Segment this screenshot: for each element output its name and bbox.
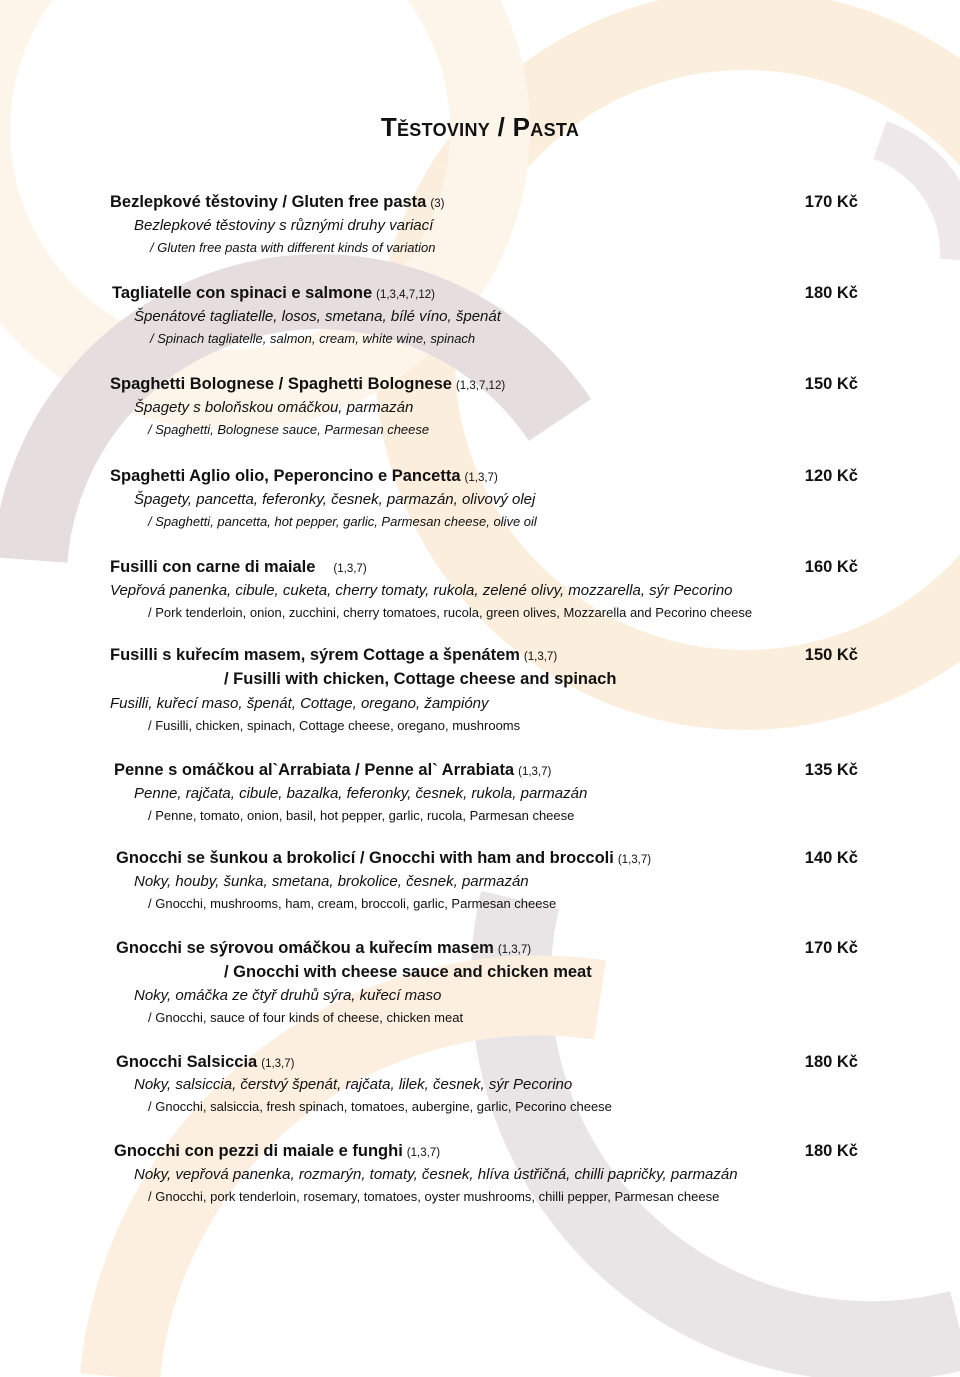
item-description-cz: Noky, omáčka ze čtyř druhů sýra, kuřecí maso [134, 987, 442, 1004]
item-description-cz: Bezlepkové těstoviny s různými druhy variací [134, 217, 434, 234]
allergen-codes: (1,3,7,12) [455, 380, 506, 392]
allergen-codes: (1,3,7) [261, 1058, 295, 1070]
item-price: 150 Kč [804, 375, 858, 393]
item-description-en: / Fusilli, chicken, spinach, Cottage cheese, oregano, mushrooms [148, 718, 521, 733]
allergen-codes: (1,3,4,7,12) [376, 289, 435, 301]
item-description-en: / Gnocchi, sauce of four kinds of cheese, chicken meat [148, 1010, 464, 1025]
allergen-codes: (1,3,7) [518, 766, 552, 778]
item-price: 140 Kč [804, 849, 858, 867]
item-description-en: / Spinach tagliatelle, salmon, cream, white wine, spinach [150, 331, 476, 346]
item-name: Penne s omáčkou al`Arrabiata / Penne al` Arrabiata [114, 761, 515, 779]
item-description-cz: Špagety, pancetta, feferonky, česnek, parmazán, olivový olej [134, 491, 536, 508]
allergen-codes: (1,3,7) [523, 651, 558, 663]
item-name-en: / Fusilli with chicken, Cottage cheese and spinach [224, 670, 617, 688]
item-description-cz: Fusilli, kuřecí maso, špenát, Cottage, oregano, žampióny [110, 695, 489, 712]
item-description-en: / Gnocchi, pork tenderloin, rosemary, tomatoes, oyster mushrooms, chilli pepper, Parmesan cheese [148, 1189, 720, 1204]
allergen-codes: (1,3,7) [497, 944, 532, 956]
item-description-en: / Spaghetti, pancetta, hot pepper, garlic, Parmesan cheese, olive oil [148, 514, 537, 529]
item-name: Spaghetti Bolognese / Spaghetti Bolognese [110, 375, 452, 393]
page-title: Těstoviny / Pasta [380, 112, 580, 142]
allergen-codes: (1,3,7) [617, 854, 652, 866]
item-price: 120 Kč [804, 467, 858, 485]
allergen-codes: (1,3,7) [406, 1147, 441, 1159]
allergen-codes: (3) [430, 198, 445, 210]
item-price: 170 Kč [804, 939, 858, 957]
item-name: Gnocchi Salsiccia [116, 1053, 258, 1071]
item-description-en: / Spaghetti, Bolognese sauce, Parmesan cheese [148, 422, 430, 437]
item-description-cz: Vepřová panenka, cibule, cuketa, cherry tomaty, rukola, zelené olivy, mozzarella, sýr Pecorino [110, 582, 733, 599]
item-price: 170 Kč [804, 193, 858, 211]
item-description-cz: Špagety s boloňskou omáčkou, parmazán [134, 399, 414, 416]
item-description-cz: Noky, salsiccia, čerstvý špenát, rajčata, lilek, česnek, sýr Pecorino [134, 1076, 573, 1093]
item-name: Fusilli s kuřecím masem, sýrem Cottage a špenátem [110, 646, 520, 664]
item-name: Tagliatelle con spinaci e salmone [112, 284, 373, 302]
item-price: 180 Kč [804, 284, 858, 302]
item-price: 135 Kč [804, 761, 858, 779]
item-description-cz: Špenátové tagliatelle, losos, smetana, bílé víno, špenát [134, 308, 501, 325]
item-name: Gnocchi con pezzi di maiale e funghi [114, 1142, 403, 1160]
item-name: Fusilli con carne di maiale [110, 558, 316, 576]
item-name: Gnocchi se sýrovou omáčkou a kuřecím masem [116, 939, 494, 957]
allergen-codes: (1,3,7) [333, 563, 367, 575]
item-price: 150 Kč [804, 646, 858, 664]
item-description-en: / Gnocchi, mushrooms, ham, cream, broccoli, garlic, Parmesan cheese [148, 896, 557, 911]
item-description-cz: Noky, vepřová panenka, rozmarýn, tomaty, česnek, hlíva ústřičná, chilli papričky, parmazán [134, 1166, 738, 1183]
item-name: Bezlepkové těstoviny / Gluten free pasta [110, 193, 427, 211]
item-name-en: / Gnocchi with cheese sauce and chicken meat [224, 963, 592, 981]
item-name: Spaghetti Aglio olio, Peperoncino e Pancetta [110, 467, 461, 485]
item-description-en: / Gnocchi, salsiccia, fresh spinach, tomatoes, aubergine, garlic, Pecorino cheese [148, 1099, 612, 1114]
allergen-codes: (1,3,7) [464, 472, 498, 484]
item-description-cz: Penne, rajčata, cibule, bazalka, feferonky, česnek, rukola, parmazán [134, 785, 588, 802]
item-price: 160 Kč [804, 558, 858, 576]
item-price: 180 Kč [804, 1142, 858, 1160]
item-description-en: / Penne, tomato, onion, basil, hot pepper, garlic, rucola, Parmesan cheese [148, 808, 575, 823]
item-name: Gnocchi se šunkou a brokolicí / Gnocchi with ham and broccoli [116, 849, 614, 867]
item-description-cz: Noky, houby, šunka, smetana, brokolice, česnek, parmazán [134, 873, 529, 890]
item-description-en: / Pork tenderloin, onion, zucchini, cherry tomatoes, rucola, green olives, Mozzarella and Pecorino cheese [148, 605, 753, 620]
item-price: 180 Kč [804, 1053, 858, 1071]
item-description-en: / Gluten free pasta with different kinds of variation [150, 240, 436, 255]
